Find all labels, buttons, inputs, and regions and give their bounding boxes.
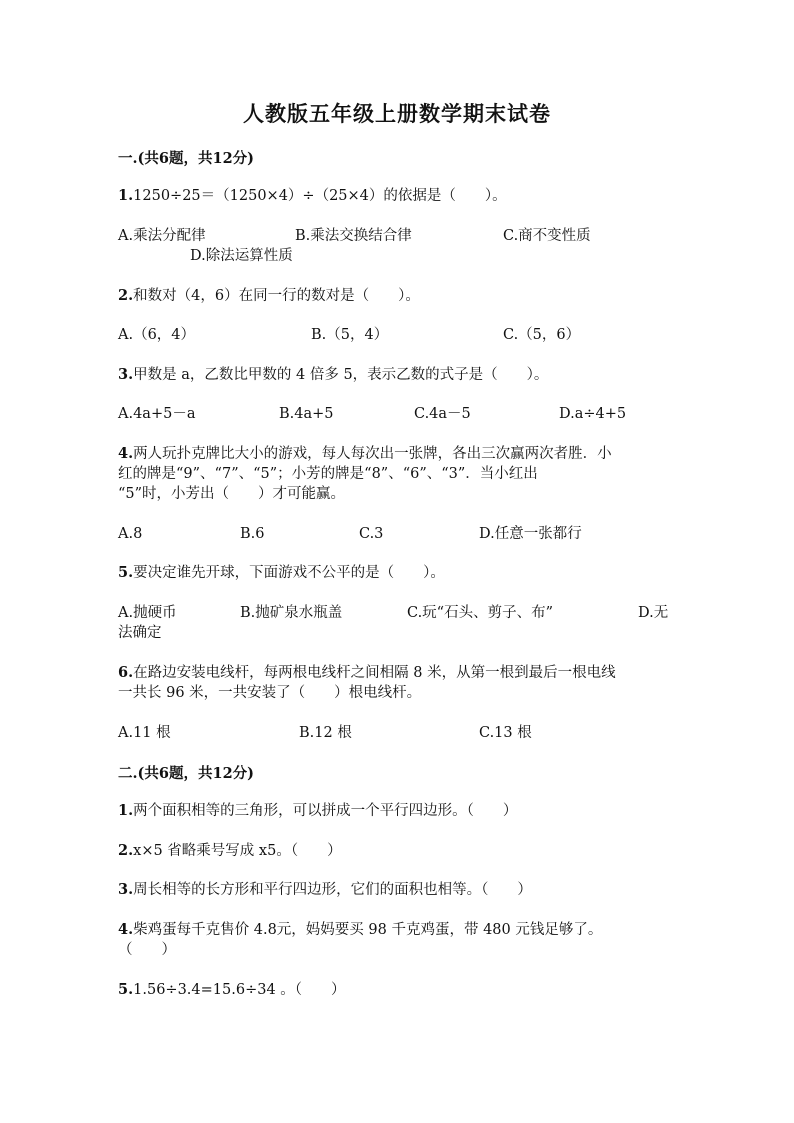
question-line-1	[118, 920, 698, 940]
question-number: 2.	[118, 287, 134, 304]
option-b: B.乘法交换结合律	[295, 228, 412, 244]
question-number: 6.	[118, 664, 134, 681]
question-number: 3.	[118, 881, 134, 898]
option-c: C.3	[359, 526, 384, 542]
option-b: B.12 根	[299, 725, 352, 741]
page-title: 人教版五年级上册数学期末试卷	[243, 101, 551, 126]
question-2-4	[118, 920, 698, 960]
question-2-1	[118, 801, 678, 821]
question-line-3: “5”时，小芳出（ ）才可能赢。	[118, 486, 346, 502]
question-number: 4.	[118, 921, 134, 938]
question-number: 1.	[118, 802, 134, 819]
option-c: C.玩“石头、剪子、布”	[407, 605, 554, 621]
option-b: B.抛矿泉水瓶盖	[240, 605, 343, 621]
question-line-1	[118, 663, 698, 683]
question-2-2	[118, 841, 678, 861]
question-text: x×5 省略乘号写成 x5。（ ）	[133, 843, 342, 859]
option-c: C.（5，6）	[503, 327, 581, 343]
question-text: 要决定谁先开球，下面游戏不公平的是（ ）。	[133, 565, 445, 581]
question-text: 两个面积相等的三角形，可以拼成一个平行四边形。（ ）	[133, 803, 518, 819]
option-a: A.乘法分配律	[118, 228, 206, 244]
question-text: 周长相等的长方形和平行四边形，它们的面积也相等。（ ）	[133, 882, 532, 898]
option-d: D.无	[638, 605, 669, 621]
option-c: C.4a－5	[414, 406, 471, 422]
option-d-continued: 法确定	[118, 625, 162, 641]
question-1-2	[118, 286, 678, 306]
question-text: 1.56÷3.4=15.6÷34 。（ ）	[133, 982, 346, 998]
question-line-2: 红的牌是“9”、“7”、“5”；小芳的牌是“8”、“6”、“3”．当小红出	[118, 466, 538, 482]
option-d: D.a÷4+5	[559, 406, 627, 422]
option-d: D.除法运算性质	[190, 248, 293, 264]
question-1-5	[118, 563, 678, 583]
question-text: 两人玩扑克牌比大小的游戏，每人每次出一张牌，各出三次赢两次者胜．小	[133, 446, 612, 462]
question-1-1	[118, 186, 678, 206]
option-c: C.商不变性质	[503, 228, 591, 244]
option-a: A.8	[118, 526, 143, 542]
question-1-4	[118, 444, 698, 504]
question-number: 1.	[118, 187, 134, 204]
question-text: 柴鸡蛋每千克售价 4.8元，妈妈要买 98 千克鸡蛋，带 480 元钱足够了。	[133, 922, 603, 938]
question-2-3	[118, 880, 678, 900]
option-b: B.（5，4）	[311, 327, 389, 343]
question-1-6	[118, 663, 698, 703]
question-number: 3.	[118, 366, 134, 383]
question-text: 和数对（4，6）在同一行的数对是（ ）。	[133, 288, 420, 304]
option-a: A.11 根	[118, 725, 171, 741]
question-line-1	[118, 444, 698, 464]
question-2-5	[118, 980, 678, 1000]
option-a: A.（6，4）	[118, 327, 196, 343]
question-text: 在路边安装电线杆，每两根电线杆之间相隔 8 米，从第一根到最后一根电线	[133, 665, 616, 681]
question-text: 1250÷25＝（1250×4）÷（25×4）的依据是（ ）。	[133, 188, 507, 204]
option-b: B.4a+5	[279, 406, 334, 422]
question-number: 5.	[118, 564, 134, 581]
option-c: C.13 根	[479, 725, 532, 741]
question-number: 5.	[118, 981, 134, 998]
option-d: D.任意一张都行	[479, 526, 582, 542]
option-b: B.6	[240, 526, 265, 542]
option-a: A.抛硬币	[118, 605, 177, 621]
question-text: 甲数是 a，乙数比甲数的 4 倍多 5，表示乙数的式子是（ ）。	[133, 367, 549, 383]
question-line-2: （ ）	[118, 942, 176, 958]
question-line-2: 一共长 96 米，一共安装了（ ）根电线杆。	[118, 685, 422, 701]
option-a: A.4a+5－a	[118, 406, 196, 422]
section-1-heading: 一.(共6题，共12分)	[118, 150, 255, 167]
question-number: 4.	[118, 445, 134, 462]
question-1-3	[118, 365, 678, 385]
section-2-heading: 二.(共6题，共12分)	[118, 765, 255, 782]
question-number: 2.	[118, 842, 134, 859]
